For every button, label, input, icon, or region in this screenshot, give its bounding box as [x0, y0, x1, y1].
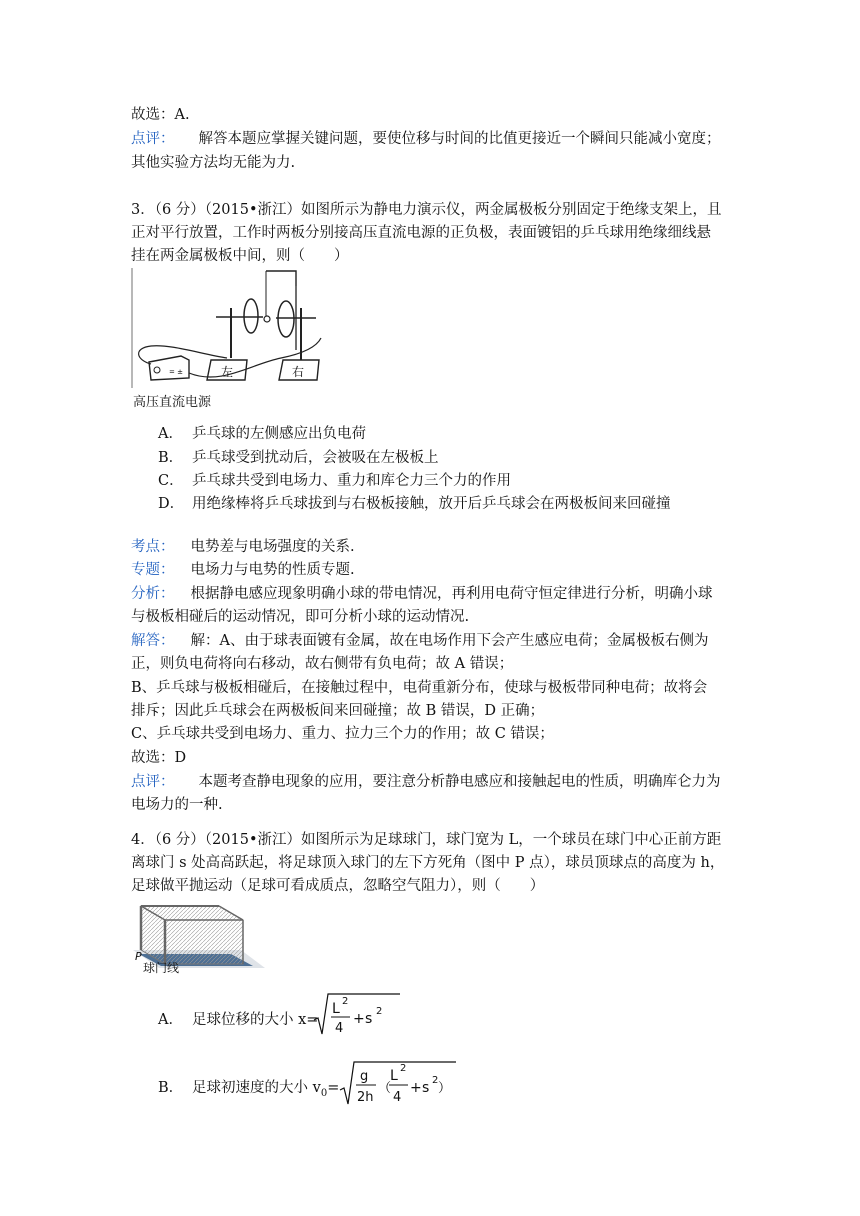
comment-line-2: 其他实验方法均无能为力. [131, 155, 296, 171]
q4-stem-line-3: 足球做平抛运动（足球可看成质点，忽略空气阻力），则（ ） [131, 878, 545, 894]
zhuanti-label: 专题： [131, 562, 175, 578]
q3-option-c-letter: C． [158, 473, 184, 489]
dianping-line-1 [131, 771, 721, 793]
comment-text-1: 解答本题应掌握关键问题，要使位移与时间的比值更接近一个瞬间只能减小宽度； [198, 131, 721, 147]
q4-stem-line-2: 离球门 s 处高高跃起，将足球顶入球门的左下方死角（图中 P 点），球员顶球点的高度为 h， [131, 855, 725, 871]
dianping-label: 点评： [131, 774, 175, 790]
kaodian-text: 电势差与电场强度的关系. [190, 539, 355, 555]
fb-rparen: ） [438, 1081, 452, 1096]
comment-line-1 [131, 128, 721, 150]
zhuanti-line [131, 559, 355, 581]
dianping-text-1: 本题考查静电现象的应用，要注意分析静电感应和接触起电的性质，明确库仑力为 [198, 774, 721, 790]
q4-option-b-sub: 0 [320, 1087, 328, 1099]
q3-option-b-letter: B． [158, 450, 184, 466]
kaodian-line [131, 536, 355, 558]
q4-option-a-letter: A． [158, 1012, 183, 1028]
fa-L: L [332, 1001, 340, 1017]
q4-option-b-letter: B． [158, 1080, 184, 1096]
electrostatic-demo-figure [131, 268, 341, 411]
jieda-line-4: 排斥；因此乒乓球会在两极板间来回碰撞；故 B 错误，D 正确； [131, 703, 545, 719]
fb-lparen: （ [378, 1081, 392, 1096]
q4-option-b-text [192, 1076, 339, 1099]
q3-answer-line: 故选：D [131, 750, 187, 766]
jieda-line-1 [131, 630, 708, 652]
q3-option-d-text: 用绝缘棒将乒乓球拔到与右极板接触，放开后乒乓球会在两极板间来回碰撞 [192, 496, 671, 512]
q4-option-b-label: 足球初速度的大小 v [192, 1080, 321, 1096]
fenxi-line-1 [131, 583, 713, 605]
q3-option-a-text: 乒乓球的左侧感应出负电荷 [192, 426, 366, 442]
q3-stem-line-2: 正对平行放置，工作时两板分别接高压直流电源的正负极，表面镀铝的乒乓球用绝缘细线悬 [131, 225, 711, 241]
fa-plus: + [353, 1011, 365, 1027]
fb-plus: + [410, 1080, 422, 1096]
fb-g: g [360, 1069, 369, 1084]
jieda-line-5: C、乒乓球共受到电场力、重力、拉力三个力的作用；故 C 错误； [131, 726, 554, 742]
fa-s: s [365, 1011, 373, 1027]
fb-2h: 2h [357, 1090, 374, 1105]
jieda-line-3: B、乒乓球与极板相碰后，在接触过程中，电荷重新分布，使球与极板带同种电荷；故将会 [131, 680, 708, 696]
jieda-text-1: 解：A、由于球表面镀有金属，故在电场作用下会产生感应电荷；金属极板右侧为 [190, 633, 709, 649]
q3-option-c-text: 乒乓球共受到电场力、重力和库仑力三个力的作用 [192, 473, 511, 489]
goal-line-caption: 球门线 [143, 961, 180, 975]
answer-line: 故选：A. [131, 107, 190, 123]
fenxi-text-1: 根据静电感应现象明确小球的带电情况，再利用电荷守恒定律进行分析，明确小球 [190, 586, 713, 602]
kaodian-label: 考点： [131, 539, 175, 555]
fenxi-label: 分析： [131, 586, 175, 602]
fa-L-exp: 2 [342, 996, 349, 1007]
jieda-label: 解答： [131, 633, 175, 649]
p-point-label: P [135, 950, 142, 963]
power-supply-caption: 高压直流电源 [133, 395, 212, 410]
q3-option-b-text: 乒乓球受到扰动后，会被吸在左极板上 [192, 450, 439, 466]
q3-option-a-letter: A． [158, 426, 183, 442]
right-plate-label: 右 [291, 365, 305, 379]
fb-s: s [422, 1080, 430, 1096]
q4-stem-line-1: 4．（6 分）（2015•浙江）如图所示为足球球门，球门宽为 L，一个球员在球门中心正前方距 [131, 832, 722, 848]
fa-s-exp: 2 [376, 1006, 383, 1017]
left-plate-label: 左 [220, 365, 234, 379]
svg-text:= ±: = ± [169, 368, 183, 376]
fb-L-exp: 2 [400, 1063, 407, 1074]
q4-option-b-eq: = [327, 1080, 340, 1096]
q3-stem-line-3: 挂在两金属极板中间，则（ ） [131, 248, 349, 264]
fb-L: L [390, 1068, 398, 1084]
fb-s-exp: 2 [432, 1075, 439, 1086]
jieda-line-2: 正，则负电荷将向右移动，故右侧带有负电荷；故 A 错误； [131, 656, 514, 672]
fb-four: 4 [393, 1090, 402, 1105]
q3-stem-line-1: 3．（6 分）（2015•浙江）如图所示为静电力演示仪，两金属极板分别固定于绝缘支架上，且 [131, 202, 722, 218]
dianping-line-2: 电场力的一种. [131, 797, 223, 813]
q4-option-a-formula [312, 990, 402, 1038]
fenxi-line-2: 与极板相碰后的运动情况，即可分析小球的运动情况. [131, 609, 470, 625]
q4-option-a-text: 足球位移的大小 x= [192, 1012, 319, 1028]
fa-four: 4 [335, 1021, 344, 1036]
q4-option-b-formula [338, 1058, 458, 1108]
zhuanti-text: 电场力与电势的性质专题. [190, 562, 355, 578]
comment-label: 点评： [131, 131, 175, 147]
q3-option-d-letter: D． [158, 496, 185, 512]
soccer-goal-figure [131, 898, 267, 978]
